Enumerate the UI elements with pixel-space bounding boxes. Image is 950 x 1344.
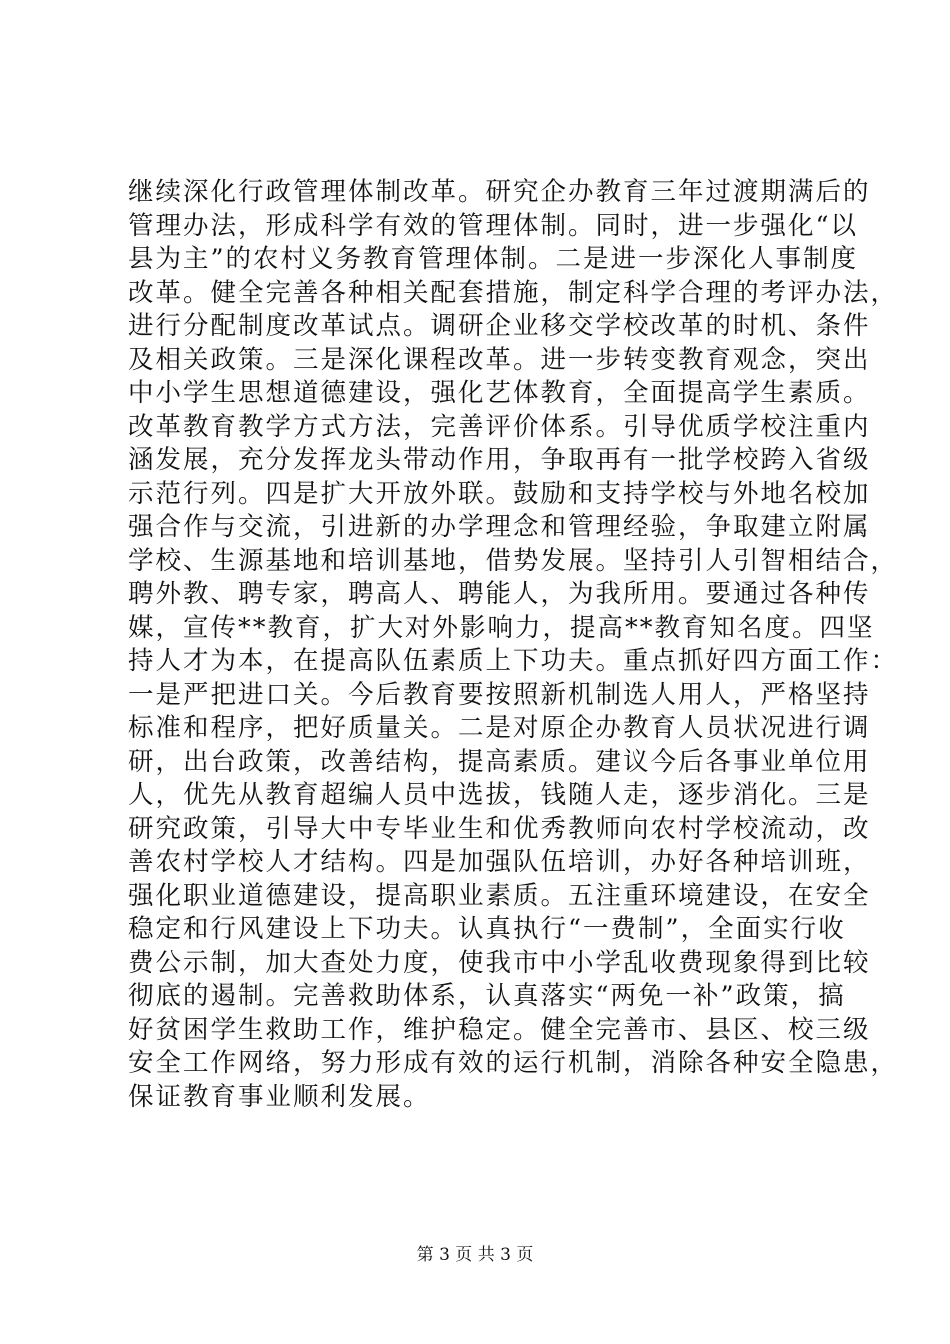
text-line: 进行分配制度改革试点。调研企业移交学校改革的时机、条件 (128, 311, 871, 341)
text-line: 好贫困学生救助工作，维护稳定。健全完善市、县区、校三级 (128, 1014, 871, 1045)
page-footer (0, 1244, 950, 1266)
text-line: 费公示制，加大查处力度，使我市中小学乱收费现象得到比较 (128, 947, 871, 978)
text-line: 媒，宣传**教育，扩大对外影响力，提高**教育知名度。四坚 (128, 612, 875, 643)
text-line: 改革教育教学方式方法，完善评价体系。引导优质学校注重内 (128, 411, 871, 442)
text-line: 强合作与交流，引进新的办学理念和管理经验，争取建立附属 (128, 512, 871, 542)
text-line: 改革。健全完善各种相关配套措施，制定科学合理的考评办法， (128, 277, 899, 308)
page-number: 第 3 页 共 3 页 (416, 1245, 534, 1265)
text-line: 研，出台政策，改善结构，提高素质。建议今后各事业单位用 (128, 746, 871, 777)
text-line: 人，优先从教育超编人员中选拔，钱随人走，逐步消化。三是 (128, 780, 871, 810)
text-line: 强化职业道德建设，提高职业素质。五注重环境建设，在安全 (128, 880, 871, 911)
text-line: 县为主”的农村义务教育管理体制。二是进一步深化人事制度 (128, 244, 859, 274)
text-line: 保证教育事业顺利发展。 (128, 1081, 431, 1112)
body-paragraph (128, 176, 899, 1114)
text-line: 标准和程序，把好质量关。二是对原企办教育人员状况进行调 (128, 713, 871, 743)
text-line: 中小学生思想道德建设，强化艺体教育，全面提高学生素质。 (128, 378, 871, 408)
text-line: 持人才为本，在提高队伍素质上下功夫。重点抓好四方面工作： (128, 646, 899, 676)
text-line: 涵发展，充分发挥龙头带动作用，争取再有一批学校跨入省级 (128, 445, 871, 475)
text-line: 及相关政策。三是深化课程改革。进一步转变教育观念，突出 (128, 344, 871, 375)
text-line: 继续深化行政管理体制改革。研究企办教育三年过渡期满后的 (128, 177, 871, 207)
text-line: 研究政策，引导大中专毕业生和优秀教师向农村学校流动，改 (128, 813, 871, 844)
text-line: 一是严把进口关。今后教育要按照新机制选人用人，严格坚持 (128, 679, 871, 710)
text-line: 管理办法，形成科学有效的管理体制。同时，进一步强化“以 (128, 210, 859, 241)
text-line: 彻底的遏制。完善救助体系，认真落实“两免一补”政策，搞 (128, 981, 846, 1011)
text-line: 学校、生源基地和培训基地，借势发展。坚持引人引智相结合， (128, 545, 899, 576)
text-line: 聘外教、聘专家，聘高人、聘能人，为我所用。要通过各种传 (128, 579, 871, 609)
text-line: 善农村学校人才结构。四是加强队伍培训，办好各种培训班， (128, 847, 871, 877)
text-line: 安全工作网络，努力形成有效的运行机制，消除各种安全隐患， (128, 1048, 899, 1078)
text-line: 稳定和行风建设上下功夫。认真执行“一费制”，全面实行收 (128, 914, 846, 944)
text-line: 示范行列。四是扩大开放外联。鼓励和支持学校与外地名校加 (128, 478, 871, 509)
